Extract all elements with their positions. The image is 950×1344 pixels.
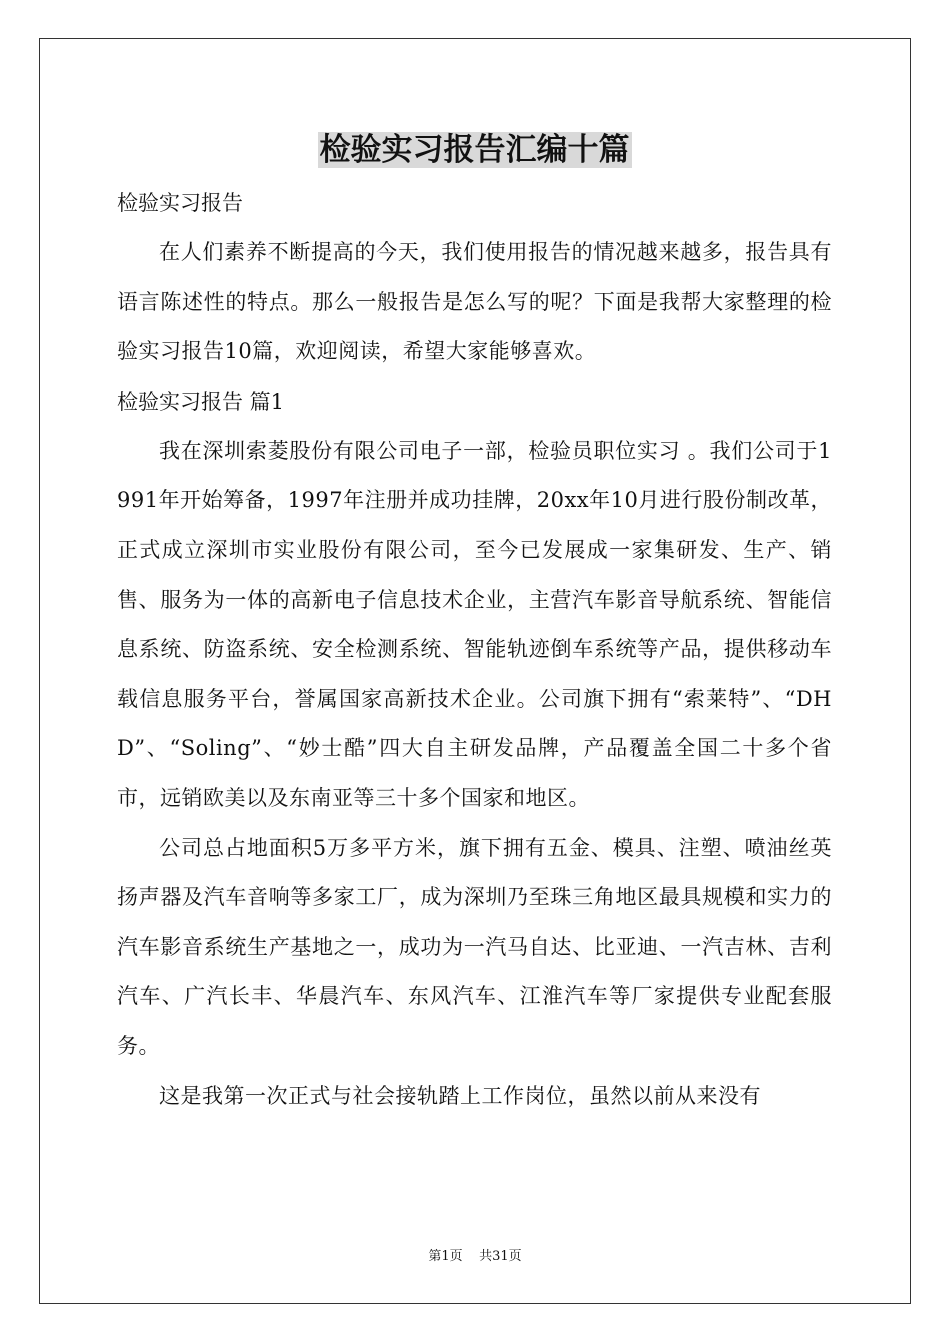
company-paragraph: 我在深圳索菱股份有限公司电子一部，检验员职位实习 。我们公司于1991年开始筹备，1997年注册并成功挂牌，20xx年10月进行股份制改革，正式成立深圳市实业股份有限公司，至今已发展成一家集研发、生产、销售、服务为一体的高新电子信息技术企业，主营汽车影音导航系统、智能信息系统、防盗系统、安全检测系统、智能轨迹倒车系统等产品，提供移动车载信息服务平台，誉属国家高新技术企业。公司旗下拥有“索莱特”、“DHD”、“Soling”、“妙士酷”四大自主研发品牌，产品覆盖全国二十多个省市，远销欧美以及东南亚等三十多个国家和地区。: [117, 438, 832, 810]
experience-paragraph: 这是我第一次正式与社会接轨踏上工作岗位，虽然以前从来没有: [159, 1083, 761, 1108]
section-heading: 检验实习报告: [117, 191, 243, 215]
document-title: [117, 128, 832, 172]
section-heading-part1: 检验实习报告 篇1: [117, 389, 285, 414]
page-number-footer: 第1页 共31页: [428, 1249, 522, 1264]
document-title-text: 检验实习报告汇编十篇: [319, 132, 630, 168]
factory-paragraph: 公司总占地面积5万多平方米，旗下拥有五金、模具、注塑、喷油丝英扬声器及汽车音响等多家工厂，成为深圳乃至珠三角地区最具规模和实力的汽车影音系统生产基地之一，成功为一汽马自达、比亚迪、一汽吉林、吉利汽车、广汽长丰、华晨汽车、东风汽车、江淮汽车等厂家提供专业配套服务。: [117, 835, 832, 1058]
document-body: [117, 128, 832, 1121]
intro-paragraph: 在人们素养不断提高的今天，我们使用报告的情况越来越多，报告具有语言陈述性的特点。那么一般报告是怎么写的呢？下面是我帮大家整理的检验实习报告10篇，欢迎阅读，希望大家能够喜欢。: [117, 240, 832, 364]
